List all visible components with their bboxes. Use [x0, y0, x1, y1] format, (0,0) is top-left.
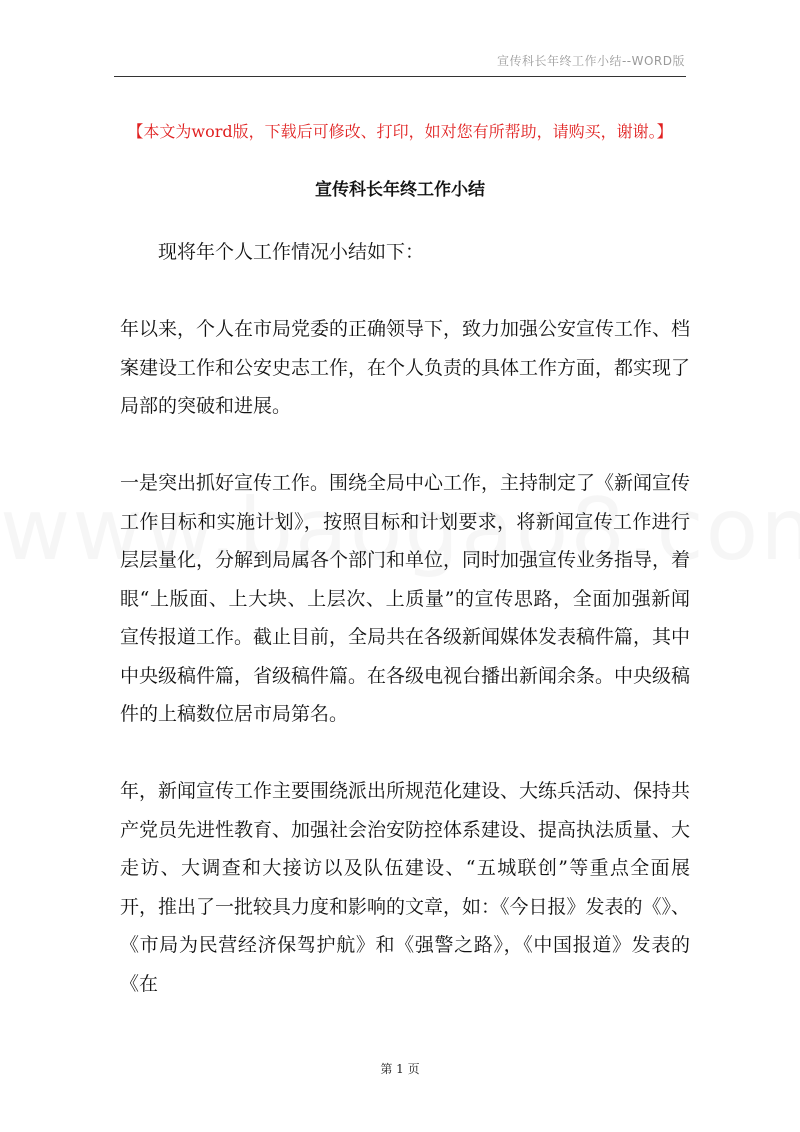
paragraph-publicity-work: 一是突出抓好宣传工作。围绕全局中心工作，主持制定了《新闻宣传工作目标和实施计划》，按照目标和计划要求，将新闻宣传工作进行层层量化，分解到局属各个部门和单位，同时加强宣传业务指导，着眼“上版面、上大块、上层次、上质量”的宣传思路，全面加强新闻宣传报道工作。截止目前，全局共在各级新闻媒体发表稿件篇，其中中央级稿件篇，省级稿件篇。在各级电视台播出新闻余条。中央级稿件的上稿数位居市局第名。	[120, 472, 691, 725]
paragraph-news-focus: 年，新闻宣传工作主要围绕派出所规范化建设、大练兵活动、保持共产党员先进性教育、加强社会治安防控体系建设、提高执法质量、大走访、大调查和大接访以及队伍建设、“五城联创”等重点全面展开，推出了一批较具力度和影响的文章，如：《今日报》发表的《》、《市局为民营经济保驾护航》和《强警之路》，《中国报道》发表的《在	[120, 780, 691, 995]
purchase-notice: 【本文为word版，下载后可修改、打印，如对您有所帮助，请购买，谢谢。】	[127, 122, 673, 141]
running-header: 宣传科长年终工作小结--WORD版	[496, 54, 685, 68]
page-number: 第 1 页	[380, 1062, 420, 1076]
document-body	[120, 233, 690, 1003]
document-title: 宣传科长年终工作小结	[315, 180, 485, 200]
header-divider	[114, 76, 686, 77]
paragraph-intro: 现将年个人工作情况小结如下：	[158, 241, 425, 263]
paragraph-overview: 年以来，个人在市局党委的正确领导下，致力加强公安宣传工作、档案建设工作和公安史志工作，在个人负责的具体工作方面，都实现了局部的突破和进展。	[120, 318, 691, 417]
